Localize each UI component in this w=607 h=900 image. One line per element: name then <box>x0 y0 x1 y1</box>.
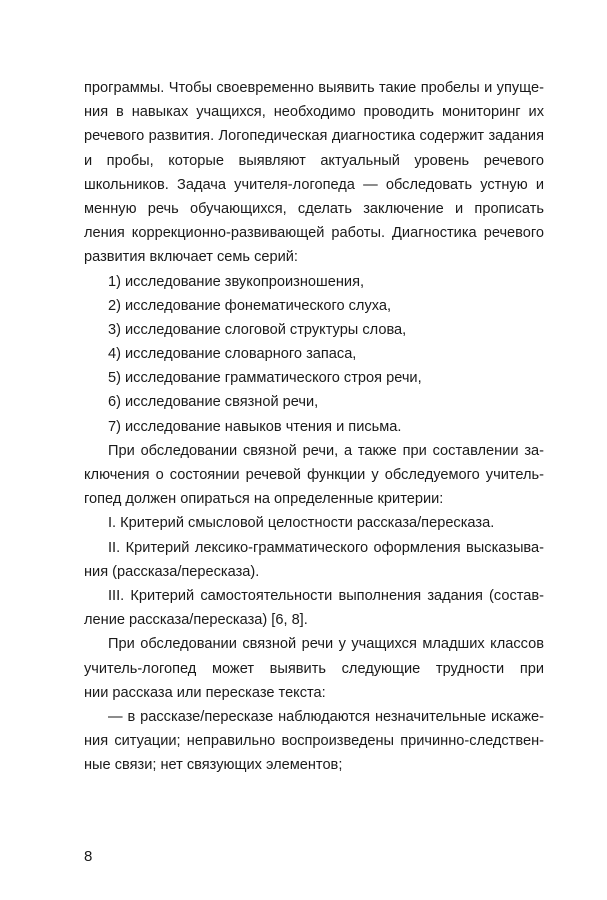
text-line: ления коррекционно-развивающей работы. Диагностика речевого <box>84 225 544 242</box>
text-line: речевого развития. Логопедическая диагностика содержит задания <box>84 128 544 145</box>
text-line: менную речь обучающихся, сделать заключение и прописать <box>84 200 544 217</box>
text-line: При обследовании связной речи у учащихся младших классов <box>108 636 544 653</box>
text-line: развития включает семь серий: <box>84 249 298 266</box>
page-body-text <box>84 76 544 777</box>
text-line: 7) исследование навыков чтения и письма. <box>108 418 402 435</box>
text-line: ключения о состоянии речевой функции у обследуемого учитель- <box>84 467 544 483</box>
text-line: учитель-логопед может выявить следующие трудности при <box>84 660 544 677</box>
text-line: школьников. Задача учителя-логопеда — обследовать устную и <box>84 176 544 193</box>
page-number: 8 <box>84 848 93 865</box>
text-line: нии рассказа или пересказе текста: <box>84 684 326 701</box>
text-line: — в рассказе/пересказе наблюдаются незначительные искаже- <box>108 708 544 725</box>
text-line: 3) исследование слоговой структуры слова, <box>108 321 407 338</box>
text-line: 1) исследование звукопроизношения, <box>108 273 365 290</box>
text-line: программы. Чтобы своевременно выявить такие пробелы и упуще- <box>84 80 544 96</box>
text-line: I. Критерий смысловой целостности рассказа/пересказа. <box>108 515 495 532</box>
text-line: 5) исследование грамматического строя речи, <box>108 370 422 387</box>
text-line: ление рассказа/пересказа) [6, 8]. <box>84 612 308 629</box>
text-line: ния (рассказа/пересказа). <box>84 563 260 580</box>
text-line: При обследовании связной речи, а также при составлении за- <box>108 442 544 459</box>
text-line: II. Критерий лексико-грамматического оформления высказыва- <box>108 539 544 556</box>
text-line: ния в навыках учащихся, необходимо проводить мониторинг их <box>84 104 544 121</box>
text-line: ния ситуации; неправильно воспроизведены причинно-следствен- <box>84 733 544 750</box>
text-line: III. Критерий самостоятельности выполнения задания (состав- <box>108 587 544 604</box>
text-line: ные связи; нет связующих элементов; <box>84 757 343 774</box>
text-line: 4) исследование словарного запаса, <box>108 346 357 363</box>
text-line: 6) исследование связной речи, <box>108 394 319 411</box>
text-line: 2) исследование фонематического слуха, <box>108 297 392 314</box>
text-line: гопед должен опираться на определенные критерии: <box>84 491 444 508</box>
text-line: и пробы, которые выявляют актуальный уровень речевого <box>84 152 544 169</box>
